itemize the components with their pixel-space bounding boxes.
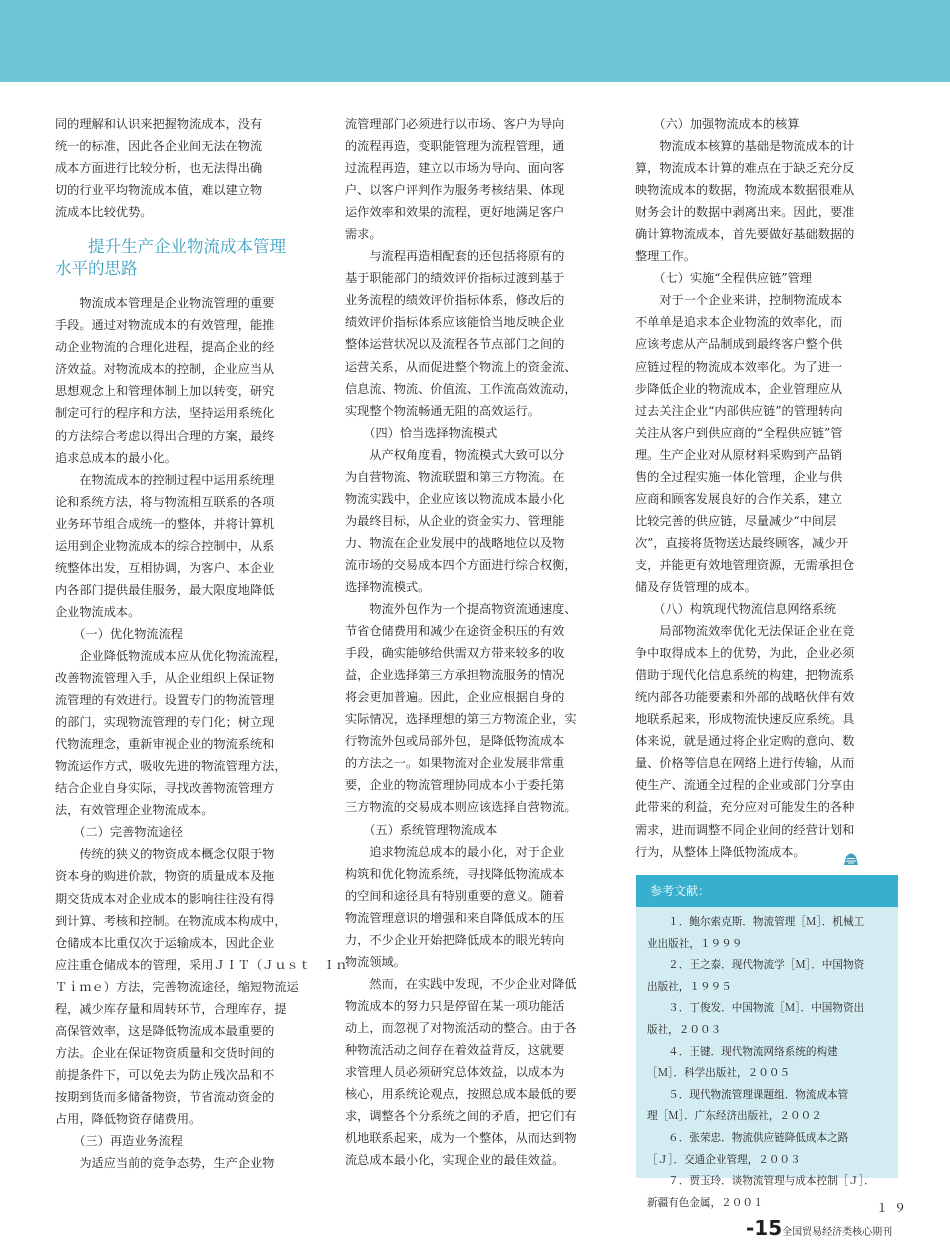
text-line: 应注重仓储成本的管理，采用ＪＩＴ（Ｊｕｓｔ Ｉｎ: [55, 957, 348, 972]
text-line: 次”，直接将货物送达最终顾客，减少开: [635, 535, 849, 550]
text-line: 求，调整各个分系统之间的矛盾，把它们有: [345, 1109, 577, 1124]
text-line: 与流程再造相配套的还包括将原有的: [345, 249, 565, 264]
text-line: 物流成本管理是企业物流管理的重要: [55, 296, 275, 311]
text-line: 对于一个企业来讲，控制物流成本: [635, 293, 843, 308]
text-line: 业务流程的绩效评价指标体系，修改后的: [345, 293, 565, 308]
text-line: 法，有效管理企业物流成本。: [55, 803, 214, 818]
text-line: 运作效率和效果的流程，更好地满足客户: [345, 205, 565, 220]
text-line: 制定可行的程序和方法，坚持运用系统化: [55, 406, 275, 421]
text-line: 流总成本最小化，实现企业的最佳效益。: [345, 1153, 565, 1168]
text-line: 物流领域。: [345, 954, 406, 969]
text-line: 关注从客户到供应商的“全程供应链”管: [635, 425, 843, 440]
section-heading-line-2: 水平的思路: [55, 259, 138, 279]
text-line: 行物流外包或局部外包，是降低物流成本: [345, 734, 565, 749]
text-line: 按期到货而多储备物资，节省流动资金的: [55, 1089, 275, 1104]
text-line: 流管理的有效进行。设置专门的物流管理: [55, 693, 275, 708]
text-line: 节省仓储费用和减少在途资金积压的有效: [345, 624, 565, 639]
text-line: 财务会计的数据中剥离出来。因此，要准: [635, 205, 855, 220]
text-line: 为最终目标，从企业的资金实力、管理能: [345, 513, 565, 528]
page-number: １９: [876, 1201, 913, 1215]
text-line: 应商和顾客发展良好的合作关系，建立: [635, 491, 843, 506]
references-title: 参考文献：: [636, 875, 898, 907]
text-line: 理。生产企业对从原材料采购到产品销: [635, 447, 843, 462]
text-line: 支，并能更有效地管理资源，无需承担仓: [635, 557, 855, 572]
text-line: （一）优化物流流程: [55, 626, 183, 641]
text-line: 局部物流效率优化无法保证企业在竞: [635, 624, 855, 639]
section-heading: [55, 236, 300, 280]
text-line: 的流程再造，变职能管理为流程管理，通: [345, 139, 565, 154]
text-line: （八）构筑现代物流信息网络系统: [635, 602, 837, 617]
text-line: 三方物流的交易成本则应该选择自营物流。: [345, 800, 577, 815]
text-line: 的方法之一。如果物流对企业发展非常重: [345, 756, 565, 771]
text-line: 体来说，就是通过将企业定购的意向、数: [635, 734, 855, 749]
text-line: 储及存货管理的成本。: [635, 579, 757, 594]
text-line: （四）恰当选择物流模式: [345, 425, 498, 440]
text-line: 统内部各功能要素和外部的战略伙伴有效: [635, 690, 855, 705]
text-line: 统一的标准，因此各企业间无法在物流: [55, 139, 263, 154]
text-line: 构筑和优化物流系统，寻找降低物流成本: [345, 866, 565, 881]
text-line: 流成本比较优势。: [55, 205, 153, 220]
text-line: 资本身的购进价款，物资的质量成本及拖: [55, 869, 275, 884]
text-line: ［Ｊ］．交通企业管理，２００３: [647, 1153, 801, 1166]
text-line: ７．贾玉玲．谈物流管理与成本控制［Ｊ］．: [647, 1175, 875, 1188]
journal-name: 全国贸易经济类核心期刊: [782, 1227, 893, 1238]
header-color-band: [0, 0, 950, 82]
text-line: 内各部门提供最佳服务，最大限度地降低: [55, 582, 275, 597]
text-line: （三）再造业务流程: [55, 1134, 183, 1149]
text-line: 流管理部门必须进行以市场、客户为导向: [345, 117, 565, 131]
text-line: 动上，而忽视了对物流活动的整合。由于各: [345, 1020, 577, 1035]
column-2: [345, 113, 595, 1171]
text-line: 基于职能部门的绩效评价指标过渡到基于: [345, 271, 565, 286]
text-line: 物流外包作为一个提高物资流通速度、: [345, 602, 577, 617]
text-line: 使生产、流通全过程的企业或部门分享由: [635, 778, 855, 793]
text-line: 整体运营状况以及流程各节点部门之间的: [345, 337, 565, 352]
text-line: 算，物流成本计算的难点在于缺乏充分反: [635, 161, 855, 176]
text-line: 业务环节组合成统一的整体，并将计算机: [55, 516, 275, 531]
text-line: 为适应当前的竞争态势，生产企业物: [55, 1156, 275, 1171]
text-line: ６．张荣忠．物流供应链降低成本之路: [647, 1131, 849, 1144]
text-line: 应该考虑从产品制成到最终客户整个供: [635, 337, 843, 352]
col1-intro: [55, 113, 300, 223]
text-line: 不单单是追求本企业物流的效率化，而: [635, 315, 843, 330]
text-line: １．鲍尔索克斯．物流管理［Ｍ］．机械工: [647, 916, 865, 928]
text-line: 为自营物流、物流联盟和第三方物流。在: [345, 469, 565, 484]
text-line: 此带来的利益，充分应对可能发生的各种: [635, 800, 855, 815]
text-line: 思想观念上和管理体制上加以转变，研究: [55, 384, 275, 399]
text-line: 物流实践中，企业应该以物流成本最小化: [345, 491, 565, 506]
text-line: 争中取得成本上的优势，为此，企业必须: [635, 646, 855, 661]
text-line: （六）加强物流成本的核算: [635, 117, 800, 131]
text-line: 户、以客户评判作为服务考核结果、体现: [345, 183, 565, 198]
text-line: 需求。: [345, 227, 382, 242]
text-line: 前提条件下，可以免去为防止残次品和不: [55, 1067, 275, 1082]
text-line: 手段，确实能够给供需双方带来较多的收: [345, 646, 565, 661]
text-line: 整理工作。: [635, 249, 696, 264]
text-line: （二）完善物流途径: [55, 825, 183, 840]
text-line: 论和系统方法，将与物流相互联系的各项: [55, 494, 275, 509]
text-line: 核心，用系统论观点，按照总成本最低的要: [345, 1087, 577, 1102]
text-line: 求管理人员必须研究总体效益，以成本为: [345, 1065, 565, 1080]
text-line: 企业物流成本。: [55, 604, 141, 619]
text-line: ３．丁俊发．中国物流［Ｍ］．中国物资出: [647, 1002, 865, 1015]
issue-number: -15: [746, 1216, 783, 1240]
col3-body: [635, 113, 900, 863]
text-line: 机地联系起来，成为一个整体，从而达到物: [345, 1131, 577, 1146]
text-line: 物流运作方式，吸收先进的物流管理方法，: [55, 759, 287, 774]
text-line: 运营关系，从而促进整个物流上的资金流、: [345, 359, 577, 374]
text-line: 代物流理念，重新审视企业的物流系统和: [55, 737, 275, 752]
text-line: 过去关注企业“内部供应链”的管理转向: [635, 403, 843, 418]
text-line: 传统的狭义的物资成本概念仅限于物: [55, 847, 275, 862]
text-line: 到计算、考核和控制。在物流成本构成中，: [55, 913, 287, 928]
journal-footer: [746, 1216, 892, 1240]
text-line: 占用，降低物资存储费用。: [55, 1111, 202, 1126]
text-line: 绩效评价指标体系应该能恰当地反映企业: [345, 315, 565, 330]
text-line: 流市场的交易成本四个方面进行综合权衡，: [345, 557, 577, 572]
text-line: 仓储成本比重仅次于运输成本，因此企业: [55, 935, 275, 950]
text-line: 在物流成本的控制过程中运用系统理: [55, 472, 275, 487]
col1-body: [55, 292, 348, 1174]
text-line: 比较完善的供应链，尽量减少“中间层: [635, 513, 837, 528]
text-line: 然而，在实践中发现，不少企业对降低: [345, 976, 577, 991]
text-line: 程，减少库存量和周转环节，合理库存，提: [55, 1001, 287, 1016]
text-line: 高保管效率，这是降低物流成本最重要的: [55, 1023, 275, 1038]
text-line: 从产权角度看，物流模式大致可以分: [345, 447, 565, 462]
text-line: 借助于现代化信息系统的构建，把物流系: [635, 668, 855, 683]
text-line: 选择物流模式。: [345, 579, 431, 594]
text-line: 业出版社，１９９９: [647, 937, 743, 950]
text-line: ５．现代物流管理课题组．物流成本管: [647, 1088, 849, 1101]
text-line: 应链过程的物流成本效率化。为了进一: [635, 359, 843, 374]
text-line: 行为，从整体上降低物流成本。: [635, 844, 806, 859]
text-line: ２．王之泰．现代物流学［Ｍ］．中国物资: [647, 959, 865, 972]
text-line: 追求总成本的最小化。: [55, 450, 177, 465]
col2-body: [345, 113, 595, 1171]
text-line: 新疆有色金属，２００１: [647, 1196, 764, 1209]
text-line: 统整体出发，互相协调，为客户、本企业: [55, 560, 275, 575]
text-line: 实际情况，选择理想的第三方物流企业，实: [345, 712, 577, 727]
text-line: 地联系起来，形成物流快速反应系统。具: [635, 712, 855, 727]
text-line: 过流程再造，建立以市场为导向、面向客: [345, 161, 565, 176]
text-line: 需求，进而调整不同企业间的经营计划和: [635, 822, 855, 837]
column-1: [55, 113, 348, 1174]
text-line: 售的全过程实施一体化管理，企业与供: [635, 469, 843, 484]
text-line: 结合企业自身实际，寻找改善物流管理方: [55, 781, 275, 796]
text-line: 步降低企业的物流成本，企业管理应从: [635, 381, 843, 396]
text-line: 确计算物流成本，首先要做好基础数据的: [635, 227, 855, 242]
text-line: 信息流、物流、价值流、工作流高效流动，: [345, 381, 577, 396]
text-line: ４．王键．现代物流网络系统的构建: [647, 1045, 838, 1058]
text-line: 动企业物流的合理化进程，提高企业的经: [55, 340, 275, 355]
text-line: 企业降低物流成本应从优化物流流程，: [55, 648, 287, 663]
end-mark-icon: [843, 851, 859, 866]
text-line: 量、价格等信息在网络上进行传输，从而: [635, 756, 855, 771]
text-line: 的方法综合考虑以得出合理的方案，最终: [55, 428, 275, 443]
text-line: （七）实施“全程供应链”管理: [635, 271, 812, 286]
text-line: 物流管理意识的增强和来自降低成本的压: [345, 910, 565, 925]
text-line: 运用到企业物流成本的综合控制中，从系: [55, 538, 275, 553]
text-line: ［Ｍ］．科学出版社，２００５: [647, 1067, 791, 1080]
text-line: 的空间和途径具有特别重要的意义。随着: [345, 888, 565, 903]
text-line: 要，企业的物流管理协同成本小于委托第: [345, 778, 565, 793]
text-line: 力，不少企业开始把降低成本的眼光转向: [345, 932, 565, 947]
text-line: 的部门，实现物流管理的专门化；树立现: [55, 715, 275, 730]
text-line: 出版社，１９９５: [647, 980, 732, 993]
text-line: 映物流成本的数据，物流成本数据很难从: [635, 183, 855, 198]
text-line: 方法。企业在保证物资质量和交货时间的: [55, 1045, 275, 1060]
section-heading-line-1: 提升生产企业物流成本管理: [55, 237, 286, 257]
text-line: 手段。通过对物流成本的有效管理，能推: [55, 318, 275, 333]
text-line: 物流成本核算的基础是物流成本的计: [635, 139, 855, 154]
text-line: 同的理解和认识来把握物流成本，没有: [55, 117, 263, 131]
text-line: 益，企业选择第三方承担物流服务的情况: [345, 668, 565, 683]
text-line: 改善物流管理入手，从企业组织上保证物: [55, 671, 275, 686]
text-line: 力、物流在企业发展中的战略地位以及物: [345, 535, 565, 550]
text-line: 期交货成本对企业成本的影响往往没有得: [55, 891, 275, 906]
text-line: （五）系统管理物流成本: [345, 822, 498, 837]
references-list: [647, 912, 909, 1214]
text-line: 物流成本的努力只是停留在某一项功能活: [345, 998, 565, 1013]
text-line: 成本方面进行比较分析，也无法得出确: [55, 161, 263, 176]
text-line: 追求物流总成本的最小化，对于企业: [345, 844, 565, 859]
text-line: 切的行业平均物流成本值，难以建立物: [55, 183, 263, 198]
text-line: 版社，２００３: [647, 1023, 722, 1036]
text-line: 种物流活动之间存在着效益背反，这就要: [345, 1042, 565, 1057]
column-3: [635, 113, 900, 863]
text-line: 理［Ｍ］．广东经济出版社，２００２: [647, 1110, 822, 1123]
text-line: 实现整个物流畅通无阻的高效运行。: [345, 403, 540, 418]
text-line: Ｔｉｍｅ）方法，完善物流途径，缩短物流运: [55, 979, 299, 994]
text-line: 将会更加普遍。因此，企业应根据自身的: [345, 690, 565, 705]
text-line: 济效益。对物流成本的控制，企业应当从: [55, 362, 275, 377]
